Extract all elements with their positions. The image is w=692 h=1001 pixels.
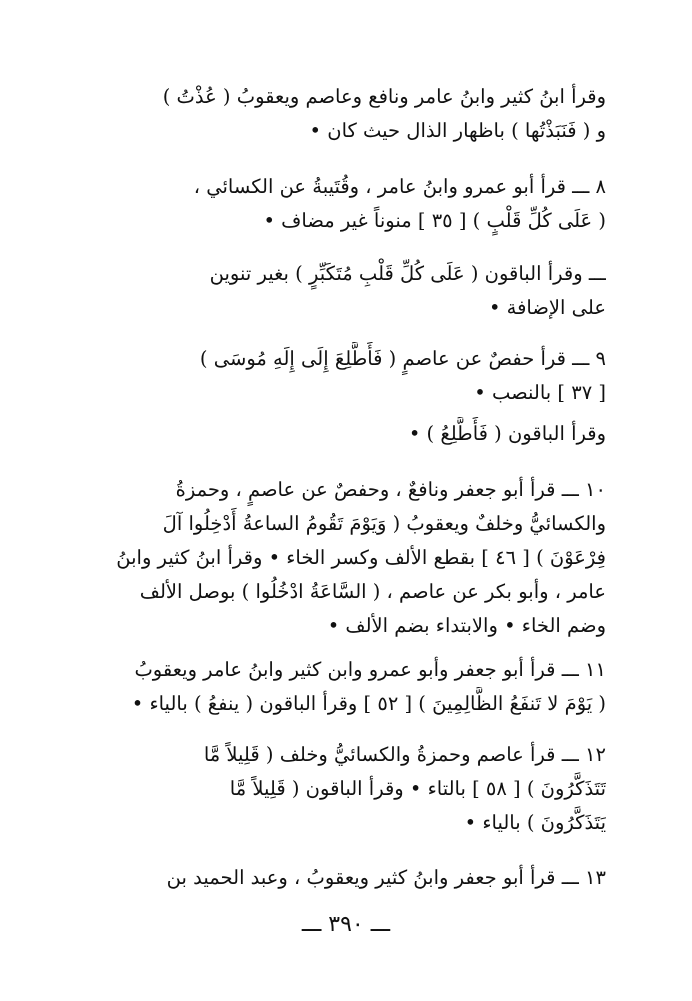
paragraph-item-9 — [76, 342, 606, 410]
page-number: ـــ ٣٩٠ ـــ — [301, 912, 391, 937]
text-line: ( عَلَى كُلِّ قَلْبٍ ) [ ٣٥ ] منوناً غير مضاف • — [263, 209, 606, 232]
text-line: فِرْعَوْنَ ) [ ٤٦ ] بقطع الألف وكسر الخاء • وقرأ ابنُ كثير وابنُ — [116, 546, 606, 569]
text-line: و ( فَنَبَذْتُها ) باظهار الذال حيث كان • — [309, 119, 606, 142]
text-line: ١١ ـــ قرأ أبو جعفر وأبو عمرو وابن كثير وابنُ عامر ويعقوبُ — [134, 658, 606, 681]
text-line: ١٣ ـــ قرأ أبو جعفر وابنُ كثير ويعقوبُ ، وعبد الحميد بن — [166, 866, 606, 889]
paragraph-item-13 — [76, 861, 606, 895]
text-line: يَتَذَكَّرُونَ ) بالياء • — [464, 811, 606, 834]
paragraph-item-11 — [76, 653, 606, 721]
text-line: على الإضافة • — [488, 296, 606, 319]
text-line: ١٠ ـــ قرأ أبو جعفر ونافعٌ ، وحفصٌ عن عاصمٍ ، وحمزةُ — [175, 478, 606, 501]
paragraph-item-12 — [76, 738, 606, 840]
paragraph-item-9-others — [76, 417, 606, 451]
text-line: ( يَوْمَ لا تَنفَعُ الظَّالِمِينَ ) [ ٥٢ ] وقرأ الباقون ( ينفعُ ) بالياء • — [131, 692, 606, 715]
text-line: وقرأ الباقون ( فَأَطَّلِعُ ) • — [408, 422, 606, 445]
text-line: ١٢ ـــ قرأ عاصم وحمزةُ والكسائيُّ وخلف ( قَلِيلاً مَّا — [203, 743, 606, 766]
paragraph-item-8-others — [76, 257, 606, 325]
text-line: ٩ ـــ قرأ حفصٌ عن عاصمٍ ( فَأَطَّلِعَ إِلَى إِلَهِ مُوسَى ) — [199, 347, 606, 370]
text-line: وضم الخاء • والابتداء بضم الألف • — [327, 614, 606, 637]
text-line: ٨ ـــ قرأ أبو عمرو وابنُ عامر ، وقُتَيبةُ عن الكسائي ، — [193, 175, 606, 198]
text-line: ـــ وقرأ الباقون ( عَلَى كُلِّ قَلْبِ مُتَكَبِّرٍ ) بغير تنوين — [209, 262, 606, 285]
text-line: والكسائيُّ وخلفٌ ويعقوبُ ( وَيَوْمَ تَقُومُ الساعةُ أَدْخِلُوا آلَ — [162, 512, 606, 535]
paragraph-1 — [76, 80, 606, 148]
text-line: تَتَذَكَّرُونَ ) [ ٥٨ ] بالتاء • وقرأ الباقون ( قَلِيلاً مَّا — [229, 777, 606, 800]
text-line: وقرأ ابنُ كثير وابنُ عامر ونافع وعاصم ويعقوبُ ( عُذْتُ ) — [162, 85, 606, 108]
paragraph-item-10 — [76, 473, 606, 643]
text-line: [ ٣٧ ] بالنصب • — [474, 381, 606, 404]
text-line: عامر ، وأبو بكر عن عاصم ، ( السَّاعَةُ ادْخُلُوا ) بوصل الألف — [139, 580, 606, 603]
paragraph-item-8 — [76, 170, 606, 238]
